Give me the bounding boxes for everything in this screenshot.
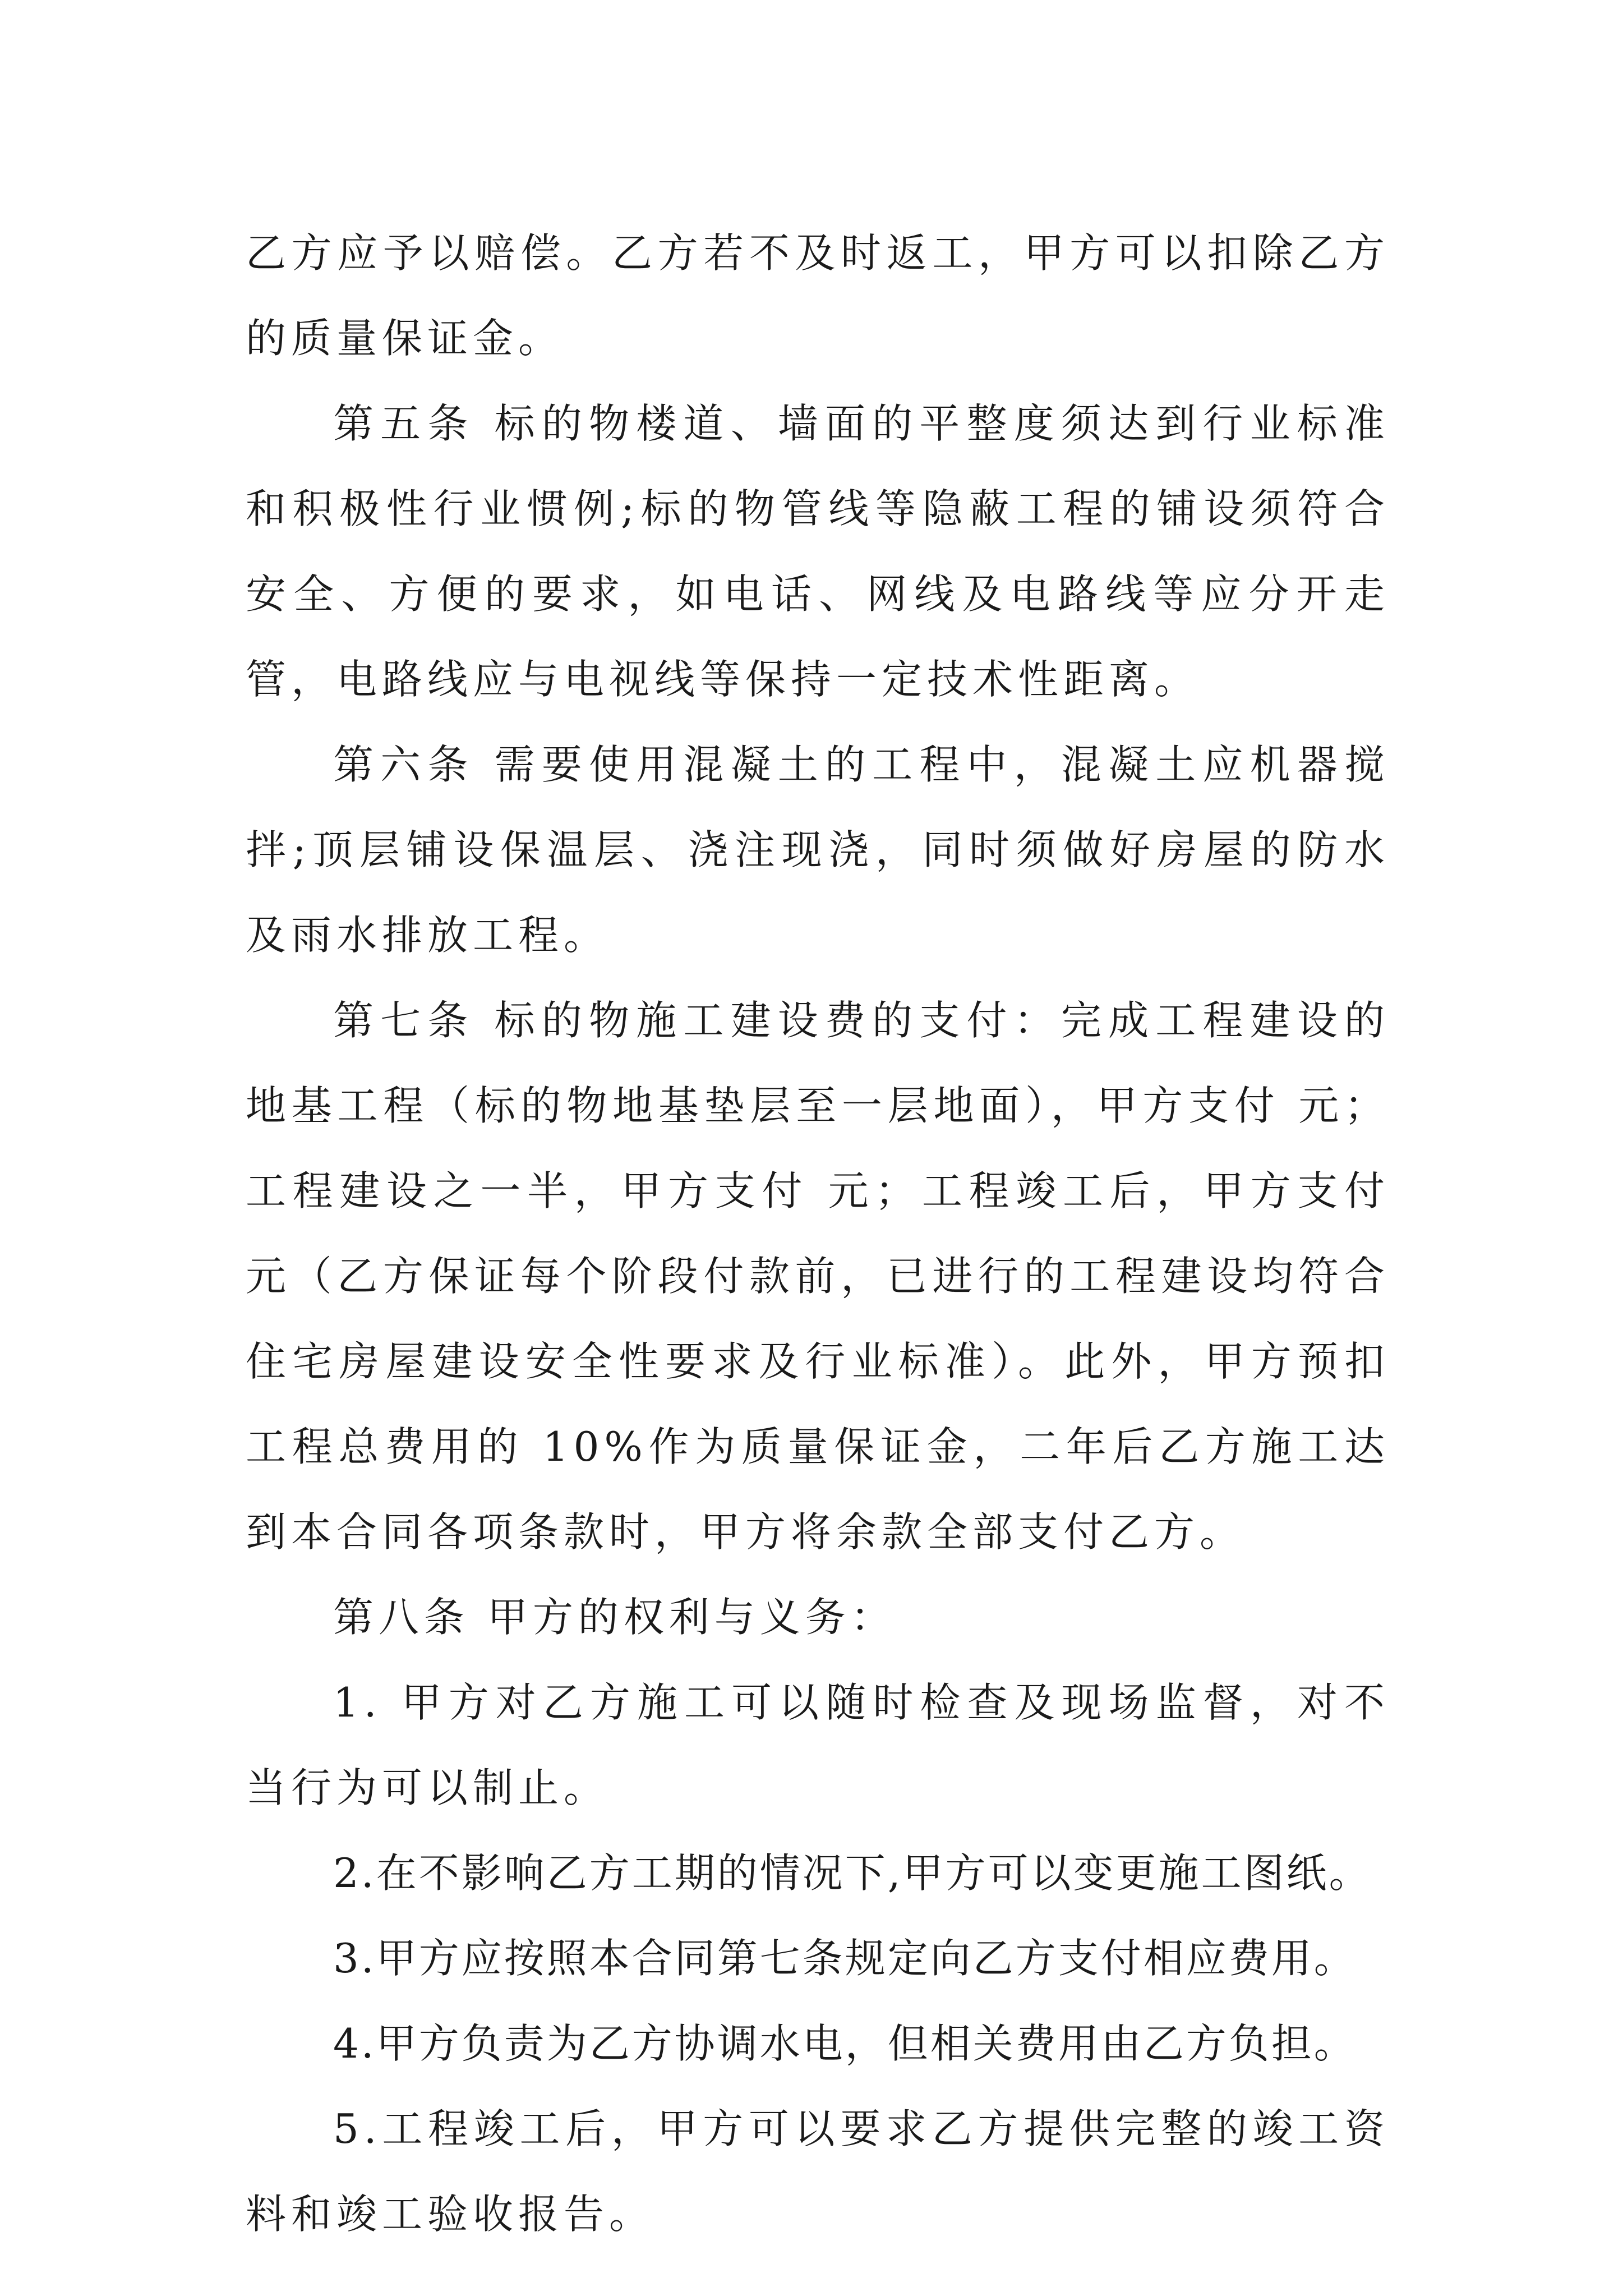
list-item-2: 2.在不影响乙方工期的情况下,甲方可以变更施工图纸。 <box>333 1849 1372 1897</box>
paragraph-article-5: 第五条 标的物楼道、墙面的平整度须达到行业标准和积极性行业惯例;标的物管线等隐蔽工程的铺设须符合安全、方便的要求，如电话、网线及电路线等应分开走管，电路线应与电视线等保持一定技术性距离。 <box>246 400 1390 703</box>
list-item-4: 4.甲方负责为乙方协调水电，但相关费用由乙方负担。 <box>333 2020 1357 2067</box>
list-item-1: 1. 甲方对乙方施工可以随时检查及现场监督，对不当行为可以制止。 <box>246 1679 1390 1811</box>
paragraph-article-7: 第七条 标的物施工建设费的支付：完成工程建设的地基工程（标的物地基垫层至一层地面），甲方支付 元；工程建设之一半，甲方支付 元；工程竣工后，甲方支付 元（乙方保证每个阶段付款前，已进行的工程建设均符合住宅房屋建设安全性要求及行业标准）。此外，甲方预扣工程总费用的 10%作为质量保证金，二年后乙方施工达到本合同各项条款时，甲方将余款全部支付乙方。 <box>246 997 1390 1556</box>
paragraph-article-6: 第六条 需要使用混凝土的工程中，混凝土应机器搅拌;顶层铺设保温层、浇注现浇，同时须做好房屋的防水及雨水排放工程。 <box>246 741 1390 959</box>
document-body <box>246 210 1390 2257</box>
list-item-3: 3.甲方应按照本合同第七条规定向乙方支付相应费用。 <box>333 1935 1357 1982</box>
paragraph-continuation: 乙方应予以赔偿。乙方若不及时返工，甲方可以扣除乙方的质量保证金。 <box>246 229 1390 362</box>
paragraph-article-8: 第八条 甲方的权利与义务： <box>333 1594 896 1641</box>
list-item-5: 5.工程竣工后，甲方可以要求乙方提供完整的竣工资料和竣工验收报告。 <box>246 2105 1390 2238</box>
